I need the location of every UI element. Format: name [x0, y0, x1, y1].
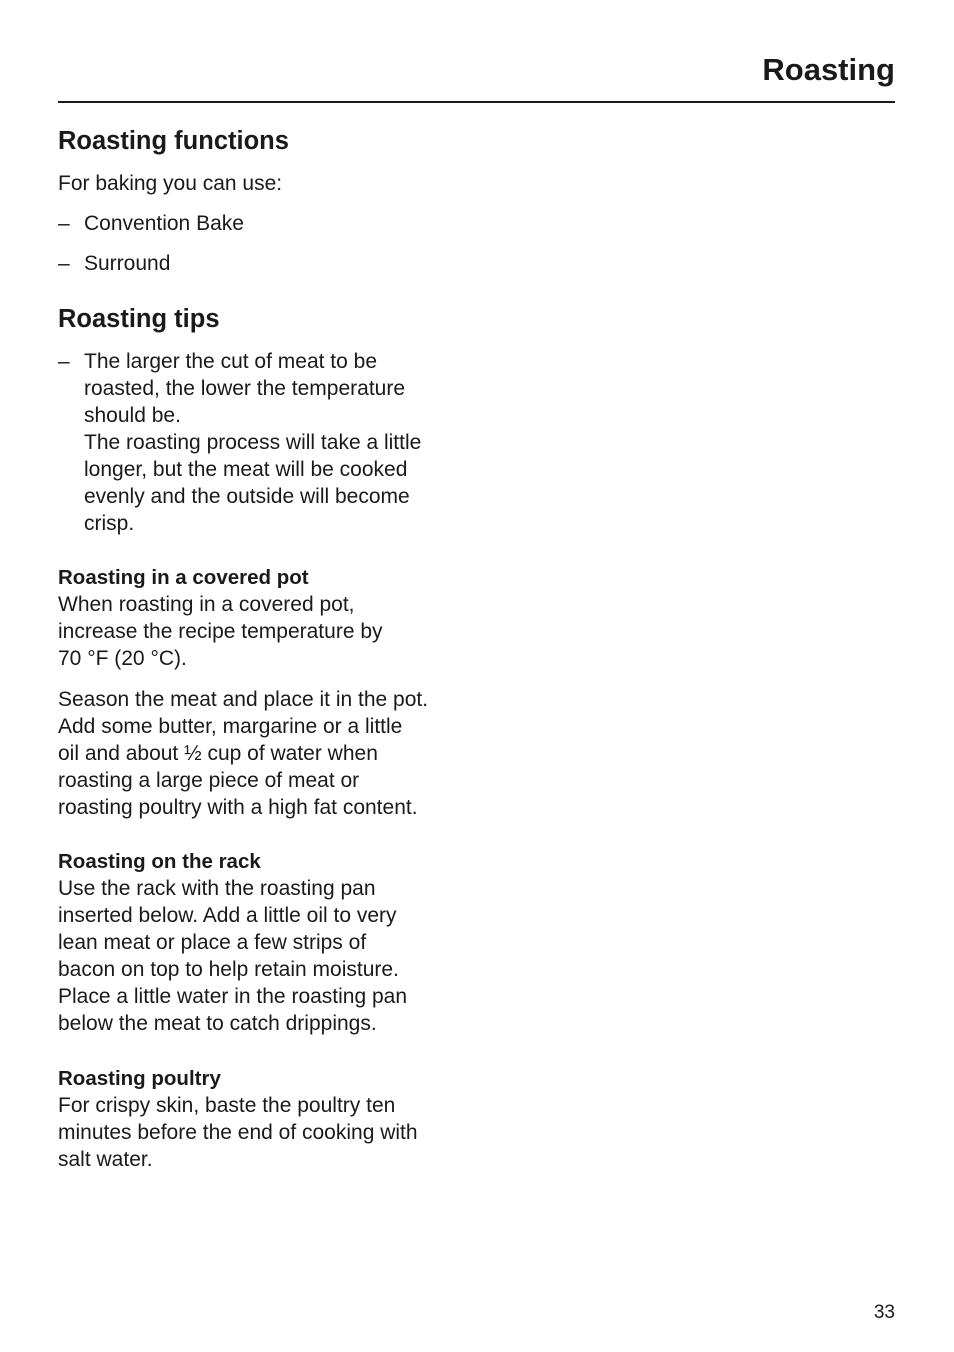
text-line: – The larger the cut of meat to be [84, 350, 377, 373]
text-line: oil and about ½ cup of water when [58, 742, 378, 765]
text-line: Season the meat and place it in the pot. [58, 688, 429, 711]
page-number: 33 [873, 1302, 895, 1323]
page-header [58, 50, 895, 103]
roasting-tips-section [58, 302, 478, 1173]
rack-paragraph [58, 875, 478, 1037]
text-line: minutes before the end of cooking with [58, 1121, 418, 1144]
functions-intro: For baking you can use: [58, 172, 283, 195]
text-line: For crispy skin, baste the poultry ten [58, 1094, 396, 1117]
text-line: should be. [84, 404, 181, 427]
covered-pot-paragraph [58, 591, 478, 672]
rack-subsection [58, 848, 478, 1037]
page-title: Roasting [762, 52, 895, 87]
roasting-functions-heading: Roasting functions [58, 127, 289, 155]
covered-pot-subsection [58, 564, 478, 821]
text-line: salt water. [58, 1148, 153, 1171]
poultry-heading: Roasting poultry [58, 1067, 221, 1090]
text-line: inserted below. Add a little oil to very [58, 904, 397, 927]
season-meat-paragraph [58, 686, 478, 821]
text-line: Use the rack with the roasting pan [58, 877, 376, 900]
list-item: – Convention Bake [58, 210, 478, 237]
text-line: increase the recipe temperature by [58, 620, 383, 643]
text-line: The roasting process will take a little [84, 431, 422, 454]
text-line: Place a little water in the roasting pan [58, 985, 408, 1008]
rack-heading: Roasting on the rack [58, 850, 261, 873]
text-line: crisp. [84, 512, 135, 535]
poultry-paragraph [58, 1092, 478, 1173]
text-line: roasted, the lower the temperature [84, 377, 406, 400]
covered-pot-heading: Roasting in a covered pot [58, 566, 309, 589]
list-item: – Surround [58, 250, 478, 277]
roasting-functions-section [58, 124, 478, 277]
text-line: When roasting in a covered pot, [58, 593, 355, 616]
text-line: evenly and the outside will become [84, 485, 410, 508]
text-line: longer, but the meat will be cooked [84, 458, 408, 481]
text-line: 70 °F (20 °C). [58, 647, 187, 670]
tips-list [58, 348, 478, 537]
text-line: lean meat or place a few strips of [58, 931, 367, 954]
poultry-subsection [58, 1065, 478, 1173]
text-line: roasting a large piece of meat or [58, 769, 360, 792]
text-line: bacon on top to help retain moisture. [58, 958, 399, 981]
functions-list [58, 210, 478, 277]
text-line: Add some butter, margarine or a little [58, 715, 403, 738]
text-line: roasting poultry with a high fat content. [58, 796, 418, 819]
text-line: below the meat to catch drippings. [58, 1012, 377, 1035]
list-item [58, 348, 478, 537]
roasting-tips-heading: Roasting tips [58, 305, 220, 333]
main-content [58, 124, 478, 1173]
